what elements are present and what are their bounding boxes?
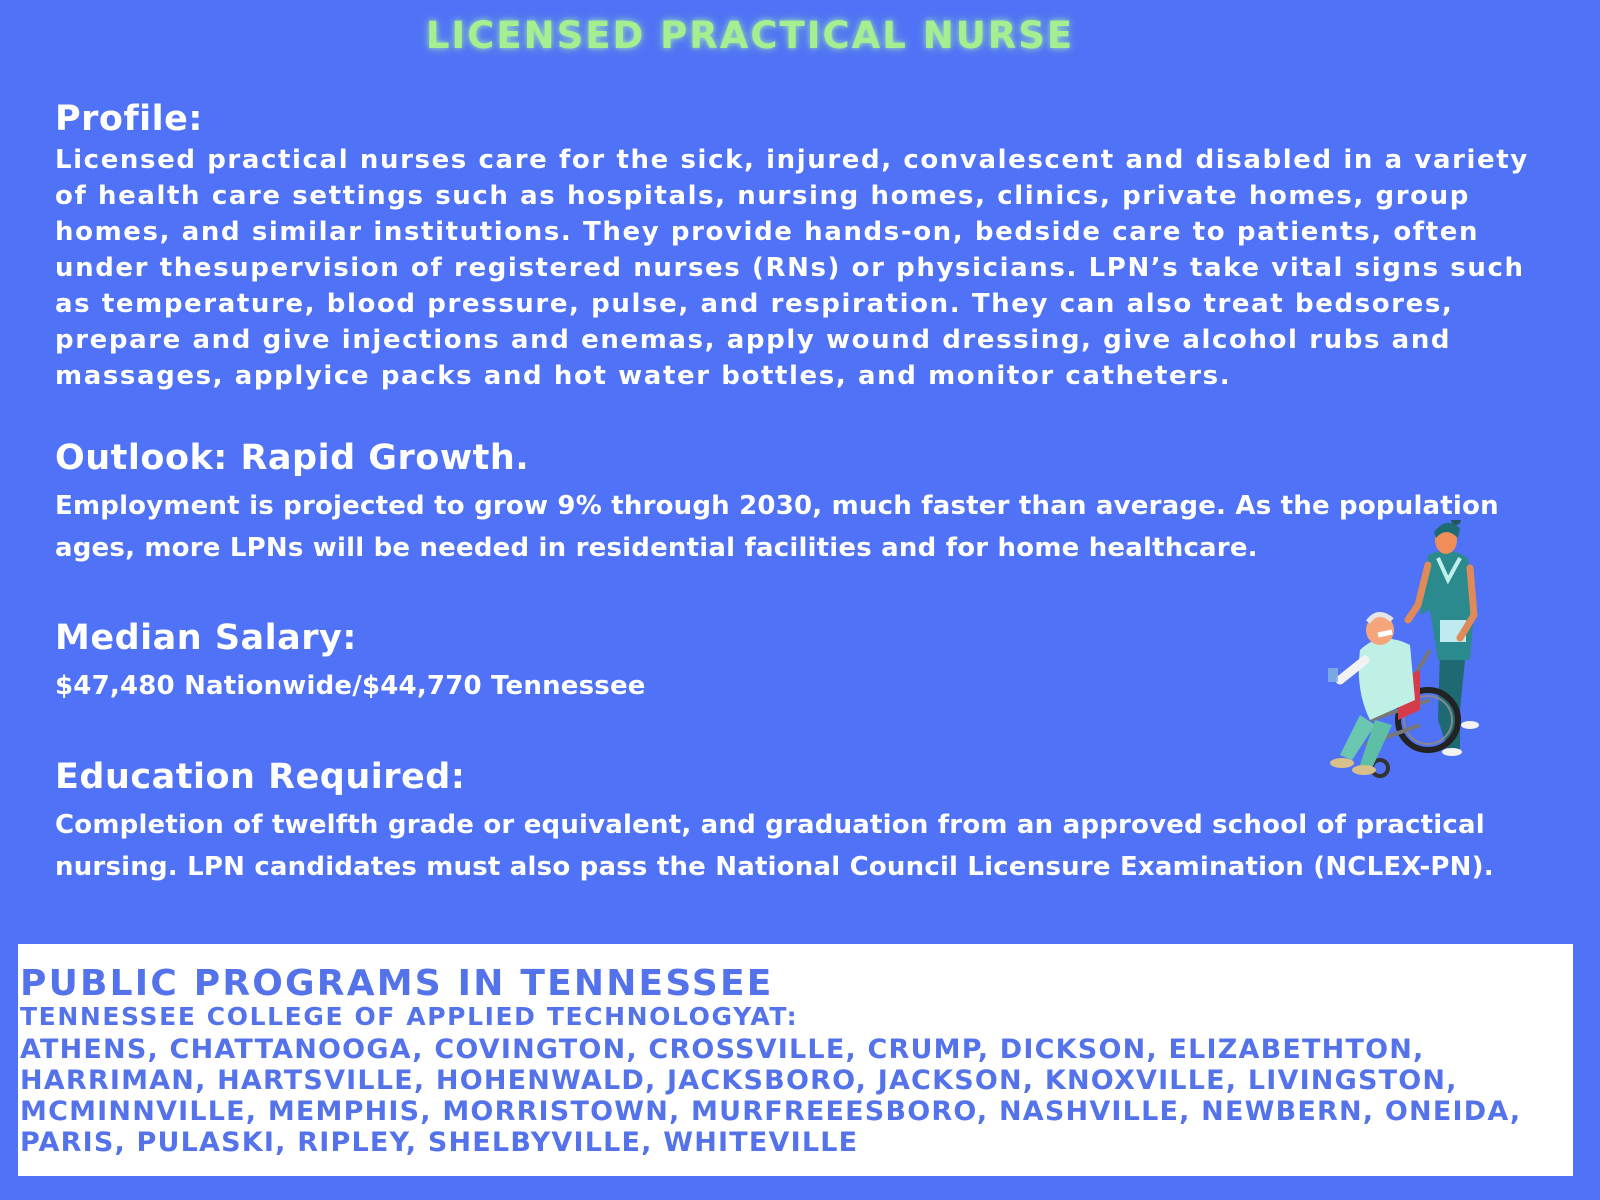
salary-text: $47,480 Nationwide/$44,770 Tennessee bbox=[55, 671, 646, 701]
programs-city-list bbox=[20, 1034, 1570, 1158]
profile-text: Licensed practical nurses care for the sick, injured, convalescent and disabled in a variety of health care settings such as hospitals, nursing homes, clinics, private homes, group homes, and similar institutions. They provide hands-on, bedside care to patients, often under thesupervision of registered nurses (RNs) or physicians. LPN’s take vital signs such as temperature, blood pressure, pulse, and respiration. They can also treat bedsores, prepare and give injections and enemas, apply wound dressing, give alcohol rubs and massages, applyice packs and hot water bottles, and monitor catheters. bbox=[55, 145, 1529, 391]
outlook-heading: Outlook: Rapid Growth. bbox=[55, 438, 530, 478]
public-programs-box bbox=[18, 944, 1573, 1176]
education-heading: Education Required: bbox=[55, 757, 466, 797]
profile-heading: Profile: bbox=[55, 99, 203, 139]
programs-college: TENNESSEE COLLEGE OF APPLIED TECHNOLOGYAT: bbox=[20, 1002, 799, 1031]
programs-title: PUBLIC PROGRAMS IN TENNESSEE bbox=[20, 963, 774, 1004]
page-title: LICENSED PRACTICAL NURSE bbox=[425, 14, 1075, 57]
salary-heading: Median Salary: bbox=[55, 618, 357, 658]
nurse-wheelchair-illustration-icon bbox=[1320, 520, 1520, 800]
city-line: ATHENS, CHATTANOOGA, COVINGTON, CROSSVILLE, CRUMP, DICKSON, ELIZABETHTON, bbox=[20, 1034, 1425, 1065]
education-text: Completion of twelfth grade or equivalent, and graduation from an approved school of practical nursing. LPN candidates must also pass the National Council Licensure Examination (NCLEX-PN). bbox=[55, 810, 1494, 882]
city-line: HARRIMAN, HARTSVILLE, HOHENWALD, JACKSBORO, JACKSON, KNOXVILLE, LIVINGSTON, bbox=[20, 1065, 1458, 1096]
city-line: MCMINNVILLE, MEMPHIS, MORRISTOWN, MURFREEESBORO, NASHVILLE, NEWBERN, ONEIDA, bbox=[20, 1096, 1522, 1127]
outlook-text: Employment is projected to grow 9% through 2030, much faster than average. As the population ages, more LPNs will be needed in residential facilities and for home healthcare. bbox=[55, 491, 1499, 563]
profile-section bbox=[55, 98, 1555, 394]
city-line: PARIS, PULASKI, RIPLEY, SHELBYVILLE, WHITEVILLE bbox=[20, 1127, 859, 1158]
